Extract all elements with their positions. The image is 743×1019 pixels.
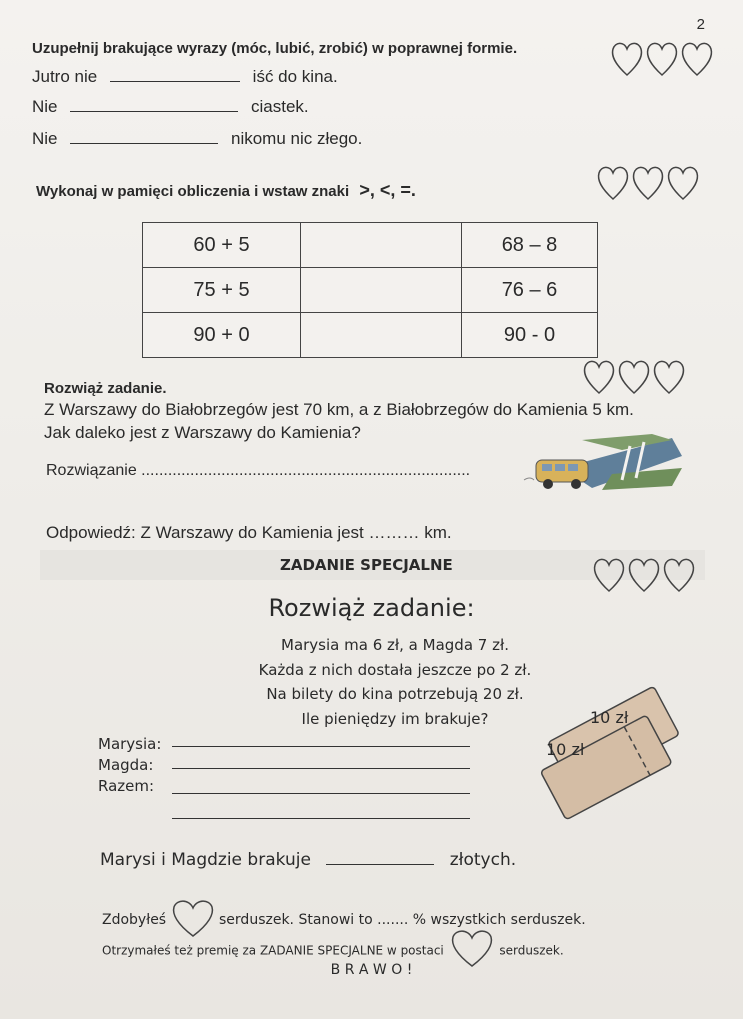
- footer-line2: [102, 942, 564, 960]
- special-line: Każda z nich dostała jeszcze po 2 zł.: [258, 660, 532, 679]
- answer-blank[interactable]: [110, 67, 240, 82]
- answer-blank[interactable]: [70, 129, 218, 144]
- special-answer: [100, 850, 516, 870]
- row-label: Razem:: [98, 777, 155, 795]
- task1-line2-after: ciastek.: [250, 97, 309, 116]
- heart-icon: [610, 40, 716, 78]
- sign-cell[interactable]: [301, 223, 462, 268]
- left-expression: 60 + 5: [143, 223, 301, 268]
- comparison-table: [142, 222, 598, 358]
- footer-line1: [102, 912, 586, 928]
- page-number: 2: [696, 16, 705, 33]
- bravo: B R A W O !: [330, 962, 413, 978]
- special-title: Rozwiąż zadanie:: [268, 594, 475, 622]
- special-line: Ile pieniędzy im brakuje?: [301, 709, 489, 728]
- task1-line2: [32, 97, 309, 117]
- special-answer-after: złotych.: [449, 850, 517, 870]
- answer-line[interactable]: [172, 746, 470, 747]
- answer-line[interactable]: [172, 768, 470, 769]
- calc-labels: [98, 734, 161, 797]
- footer-text: Otrzymałeś też premię za ZADANIE SPECJALNE w postaci: [102, 943, 444, 958]
- right-expression: 68 – 8: [462, 223, 598, 268]
- row-label: Magda:: [98, 756, 154, 774]
- footer-text: serduszek.: [499, 943, 564, 958]
- task1-line3-after: nikomu nic złego.: [230, 129, 363, 148]
- task1-line3: [32, 129, 362, 149]
- footer-text: Zdobyłeś: [102, 912, 167, 928]
- task1-hearts: [610, 40, 716, 78]
- task1-line1-after: iść do kina.: [252, 67, 338, 86]
- special-answer-before: Marysi i Magdzie brakuje: [100, 850, 311, 870]
- bus-icon: [522, 428, 687, 496]
- task2-hearts: [596, 164, 702, 202]
- task3-line2: Jak daleko jest z Warszawy do Kamienia?: [44, 423, 361, 442]
- task3-title: Rozwiąż zadanie.: [44, 380, 167, 397]
- answer-line[interactable]: [172, 818, 470, 819]
- answer-blank[interactable]: [326, 850, 434, 865]
- heart-icon: [596, 164, 702, 202]
- task1-line2-before: Nie: [32, 97, 58, 116]
- footer-text: serduszek. Stanowi to ....... % wszystkich serduszek.: [219, 912, 586, 928]
- heart-icon: [582, 358, 688, 396]
- task2-signs: >, <, =.: [359, 180, 416, 200]
- answer-line[interactable]: [172, 793, 470, 794]
- left-expression: 75 + 5: [143, 268, 301, 313]
- task2-instruction: [36, 180, 416, 201]
- special-header: ZADANIE SPECJALNE: [280, 556, 453, 574]
- solution-line[interactable]: Rozwiązanie ..........................................................................: [46, 462, 471, 479]
- task3-hearts: [582, 358, 688, 396]
- ticket-front-label: 10 zł: [590, 708, 629, 727]
- row-label: Marysia:: [98, 735, 162, 753]
- special-hearts: [592, 556, 698, 594]
- special-line: Marysia ma 6 zł, a Magda 7 zł.: [281, 636, 509, 654]
- task1-instruction: Uzupełnij brakujące wyrazy (móc, lubić, zrobić) w poprawnej formie.: [32, 40, 518, 57]
- right-expression: 90 - 0: [462, 313, 598, 358]
- table-row: [143, 268, 598, 313]
- special-line: Na bilety do kina potrzebują 20 zł.: [266, 685, 524, 703]
- heart-icon: [592, 556, 698, 594]
- table-row: [143, 223, 598, 268]
- left-expression: 90 + 0: [143, 313, 301, 358]
- task3-line1: Z Warszawy do Białobrzegów jest 70 km, a z Białobrzegów do Kamienia 5 km.: [44, 400, 634, 419]
- ticket-back-label: 10 zł: [546, 740, 585, 759]
- heart-icon: [171, 898, 215, 938]
- task1-line1-before: Jutro nie: [32, 67, 98, 86]
- right-expression: 76 – 6: [462, 268, 598, 313]
- task3-answer[interactable]: Odpowiedź: Z Warszawy do Kamienia jest ……… km.: [46, 523, 452, 542]
- tickets-illustration: [520, 672, 710, 837]
- bus-road-illustration: [522, 428, 687, 501]
- task1-line3-before: Nie: [32, 129, 58, 148]
- task1-line1: [32, 67, 338, 87]
- table-row: [143, 313, 598, 358]
- task2-instruction-text: Wykonaj w pamięci obliczenia i wstaw znaki: [36, 183, 350, 200]
- sign-cell[interactable]: [301, 268, 462, 313]
- answer-blank[interactable]: [70, 97, 238, 112]
- sign-cell[interactable]: [301, 313, 462, 358]
